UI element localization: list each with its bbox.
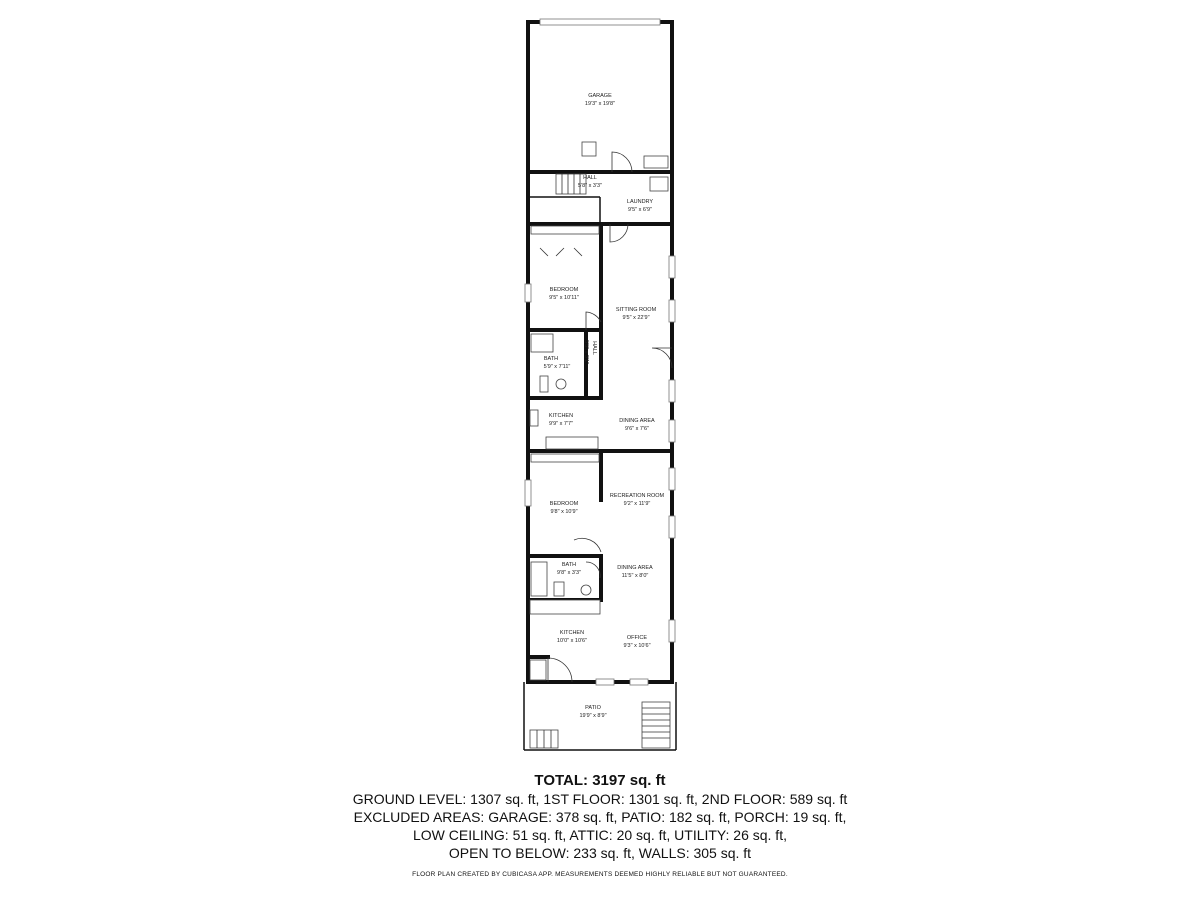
- svg-text:BATH: BATH: [543, 356, 559, 362]
- svg-text:KITCHEN: KITCHEN: [548, 413, 574, 419]
- svg-text:GARAGE: GARAGE: [588, 93, 612, 99]
- svg-text:9'6" x 7'6": 9'6" x 7'6": [624, 426, 650, 432]
- room-label-hall-2-dim: [583, 340, 589, 364]
- total-area: TOTAL: 3197 sq. ft: [534, 772, 666, 789]
- svg-text:BATH: BATH: [561, 562, 577, 568]
- summary-line-open-to-below: OPEN TO BELOW: 233 sq. ft, WALLS: 305 sq. ft: [448, 845, 752, 861]
- svg-text:OFFICE: OFFICE: [626, 635, 648, 641]
- room-label-bath-2: [557, 562, 581, 576]
- room-label-bath-1: [544, 356, 571, 370]
- room-label-recreation-room: [610, 493, 665, 507]
- room-label-bedroom-1: [549, 287, 579, 301]
- room-label-office: [623, 635, 650, 649]
- summary-line-levels: GROUND LEVEL: 1307 sq. ft, 1ST FLOOR: 1301 sq. ft, 2ND FLOOR: 589 sq. ft: [352, 791, 848, 807]
- svg-text:5'5" x 3'1": 5'5" x 3'1": [583, 339, 589, 365]
- svg-text:10'0" x 10'6": 10'0" x 10'6": [556, 638, 588, 644]
- svg-text:5'9" x 7'11": 5'9" x 7'11": [543, 364, 571, 370]
- svg-text:9'8" x 3'3": 9'8" x 3'3": [556, 570, 582, 576]
- room-label-patio: [579, 705, 606, 719]
- svg-text:9'5" x 22'9": 9'5" x 22'9": [622, 315, 650, 321]
- svg-text:RECREATION ROOM: RECREATION ROOM: [609, 493, 665, 499]
- svg-text:9'5" x 6'9": 9'5" x 6'9": [627, 207, 653, 213]
- room-label-dining-area-1: [619, 418, 655, 432]
- svg-text:LAUNDRY: LAUNDRY: [626, 199, 654, 205]
- svg-text:SITTING ROOM: SITTING ROOM: [615, 307, 657, 313]
- svg-text:DINING AREA: DINING AREA: [619, 418, 655, 424]
- room-label-kitchen-2: [557, 630, 587, 644]
- svg-text:5'8" x 3'3": 5'8" x 3'3": [577, 183, 603, 189]
- svg-text:HALL: HALL: [591, 341, 597, 355]
- svg-text:BEDROOM: BEDROOM: [549, 287, 579, 293]
- svg-text:11'5" x 8'0": 11'5" x 8'0": [621, 573, 649, 579]
- summary-line-low-ceiling: LOW CEILING: 51 sq. ft, ATTIC: 20 sq. ft, UTILITY: 26 sq. ft,: [413, 827, 787, 843]
- svg-text:19'9" x 8'9": 19'9" x 8'9": [579, 713, 607, 719]
- room-label-bedroom-2: [550, 501, 579, 515]
- svg-text:KITCHEN: KITCHEN: [559, 630, 585, 636]
- svg-text:HALL: HALL: [583, 175, 597, 181]
- svg-text:9'9" x 7'7": 9'9" x 7'7": [548, 421, 574, 427]
- svg-text:BEDROOM: BEDROOM: [549, 501, 579, 507]
- svg-text:PATIO: PATIO: [585, 705, 601, 711]
- room-label-sitting-room: [616, 307, 657, 321]
- svg-text:9'2" x 11'9": 9'2" x 11'9": [623, 501, 651, 507]
- room-label-hall-2: [591, 341, 597, 355]
- footer-disclaimer: FLOOR PLAN CREATED BY CUBICASA APP. MEASUREMENTS DEEMED HIGHLY RELIABLE BUT NOT GUARANTEED.: [412, 871, 788, 878]
- svg-text:9'5" x 10'11": 9'5" x 10'11": [549, 295, 579, 301]
- summary-line-excluded: EXCLUDED AREAS: GARAGE: 378 sq. ft, PATIO: 182 sq. ft, PORCH: 19 sq. ft,: [353, 809, 847, 825]
- svg-text:DINING AREA: DINING AREA: [617, 565, 653, 571]
- room-label-garage: [585, 93, 615, 107]
- room-label-dining-area-2: [617, 565, 653, 579]
- svg-text:9'3" x 10'6": 9'3" x 10'6": [623, 643, 651, 649]
- room-label-laundry: [627, 199, 654, 213]
- svg-text:9'8" x 10'9": 9'8" x 10'9": [550, 509, 578, 515]
- svg-text:19'3" x 19'8": 19'3" x 19'8": [584, 101, 616, 107]
- room-label-kitchen-1: [549, 413, 573, 427]
